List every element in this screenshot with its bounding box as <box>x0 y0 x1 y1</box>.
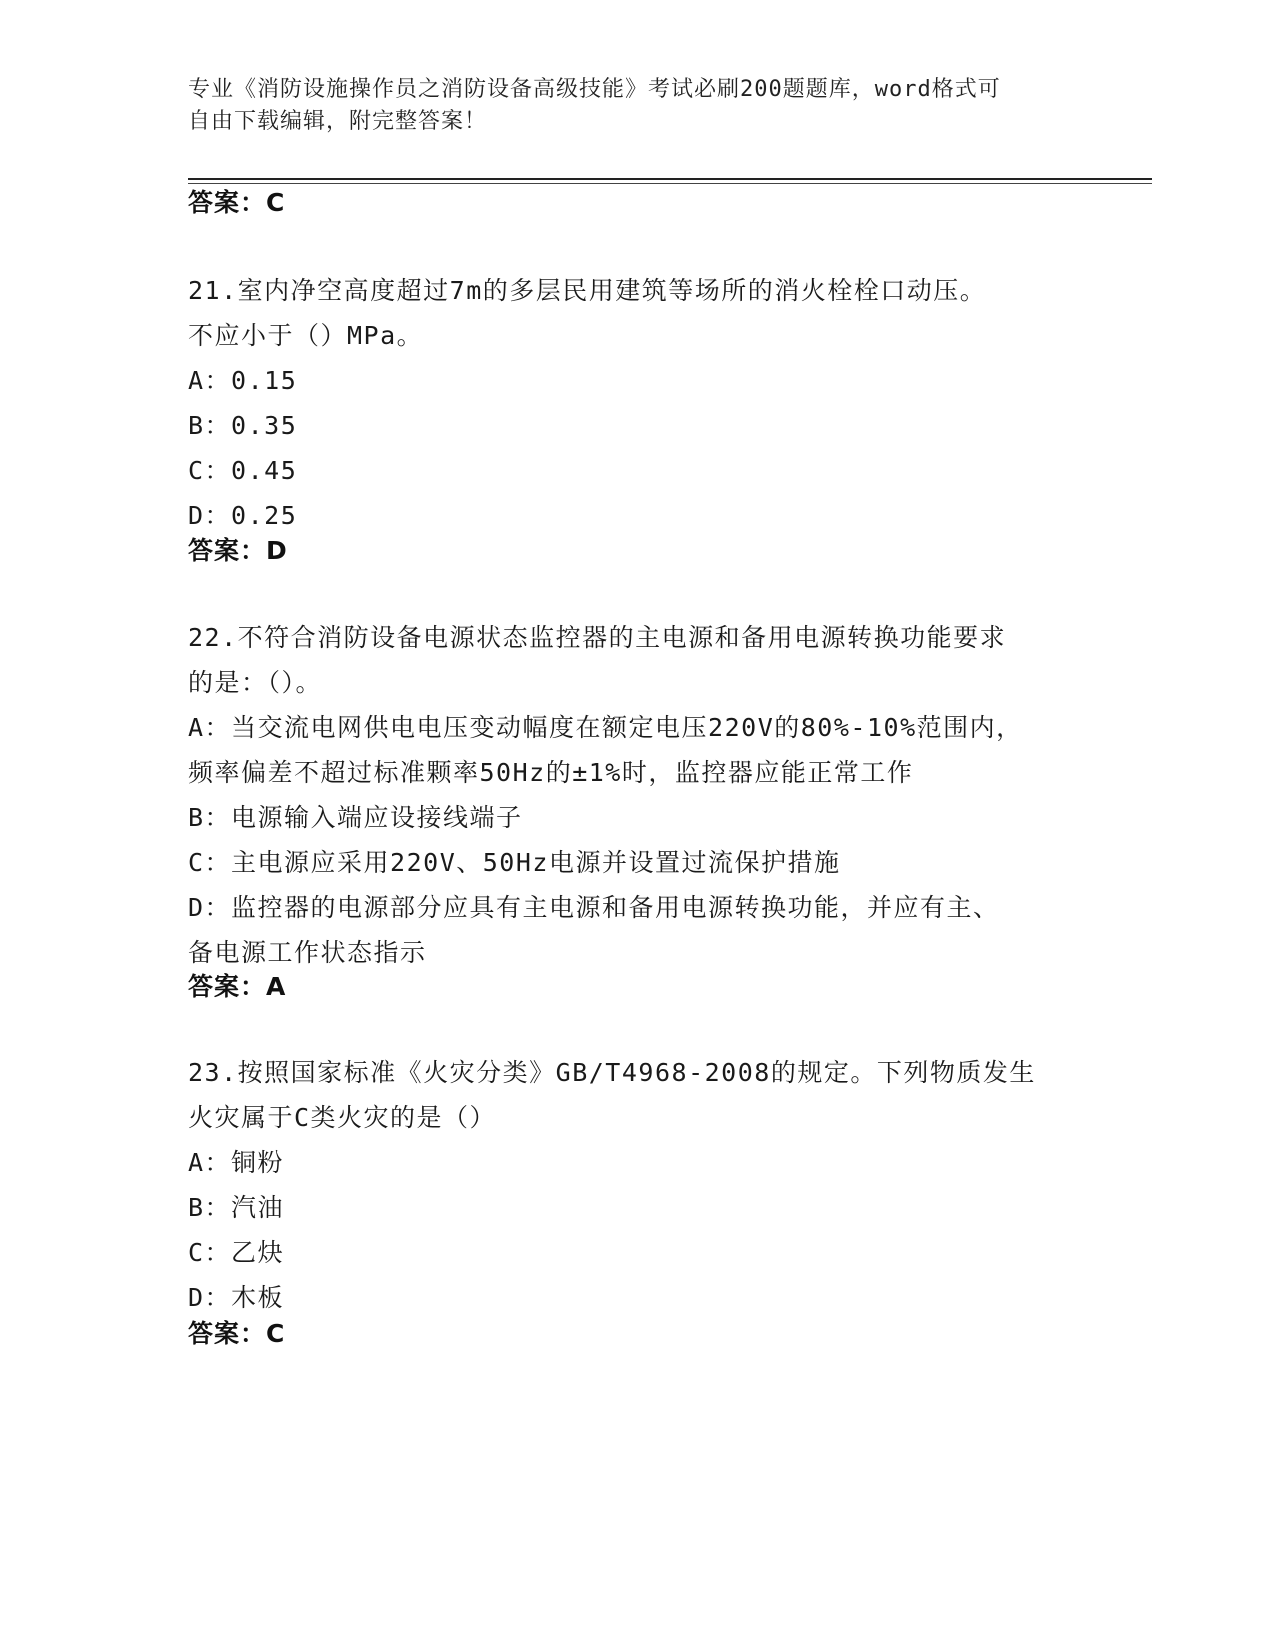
option-a: A：0.15 <box>188 366 298 395</box>
option-a: A：当交流电网供电电压变动幅度在额定电压220V的80%-10%范围内， <box>188 713 1023 742</box>
question-22 <box>188 615 1088 975</box>
question-22-answer: 答案：A <box>188 972 287 1001</box>
option-a-continued: 频率偏差不超过标准颗率50Hz的±1%时，监控器应能正常工作 <box>188 758 914 787</box>
option-d: D：监控器的电源部分应具有主电源和备用电源转换功能，并应有主、 <box>188 893 1000 922</box>
question-stem-line: 不应小于（）MPa。 <box>188 321 424 350</box>
header-divider-thin <box>188 183 1152 184</box>
document-header <box>188 74 1068 138</box>
question-23-answer: 答案：C <box>188 1319 286 1348</box>
option-d: D：木板 <box>188 1283 285 1312</box>
header-line-1: 专业《消防设施操作员之消防设备高级技能》考试必刷200题题库，word格式可 <box>188 77 1001 102</box>
question-stem-line: 23.按照国家标准《火灾分类》GB/T4968-2008的规定。下列物质发生 <box>188 1058 1036 1087</box>
option-d: D：0.25 <box>188 501 298 530</box>
option-c: C：主电源应采用220V、50Hz电源并设置过流保护措施 <box>188 848 841 877</box>
option-a: A：铜粉 <box>188 1148 285 1177</box>
question-stem-line: 的是：（）。 <box>188 668 323 697</box>
question-21-answer: 答案：D <box>188 536 288 565</box>
option-c: C：0.45 <box>188 456 298 485</box>
option-b: B：0.35 <box>188 411 298 440</box>
header-divider-thick <box>188 178 1152 180</box>
question-21 <box>188 268 1088 538</box>
option-c: C：乙炔 <box>188 1238 285 1267</box>
question-23 <box>188 1050 1088 1320</box>
option-b: B：电源输入端应设接线端子 <box>188 803 523 832</box>
question-stem-line: 火灾属于C类火灾的是（） <box>188 1103 497 1132</box>
question-stem-line: 22.不符合消防设备电源状态监控器的主电源和备用电源转换功能要求 <box>188 623 1007 652</box>
previous-answer: 答案：C <box>188 188 286 217</box>
question-stem-line: 21.室内净空高度超过7m的多层民用建筑等场所的消火栓栓口动压。 <box>188 276 987 305</box>
option-b: B：汽油 <box>188 1193 285 1222</box>
option-d-continued: 备电源工作状态指示 <box>188 938 427 967</box>
header-line-2: 自由下载编辑，附完整答案！ <box>188 109 488 134</box>
